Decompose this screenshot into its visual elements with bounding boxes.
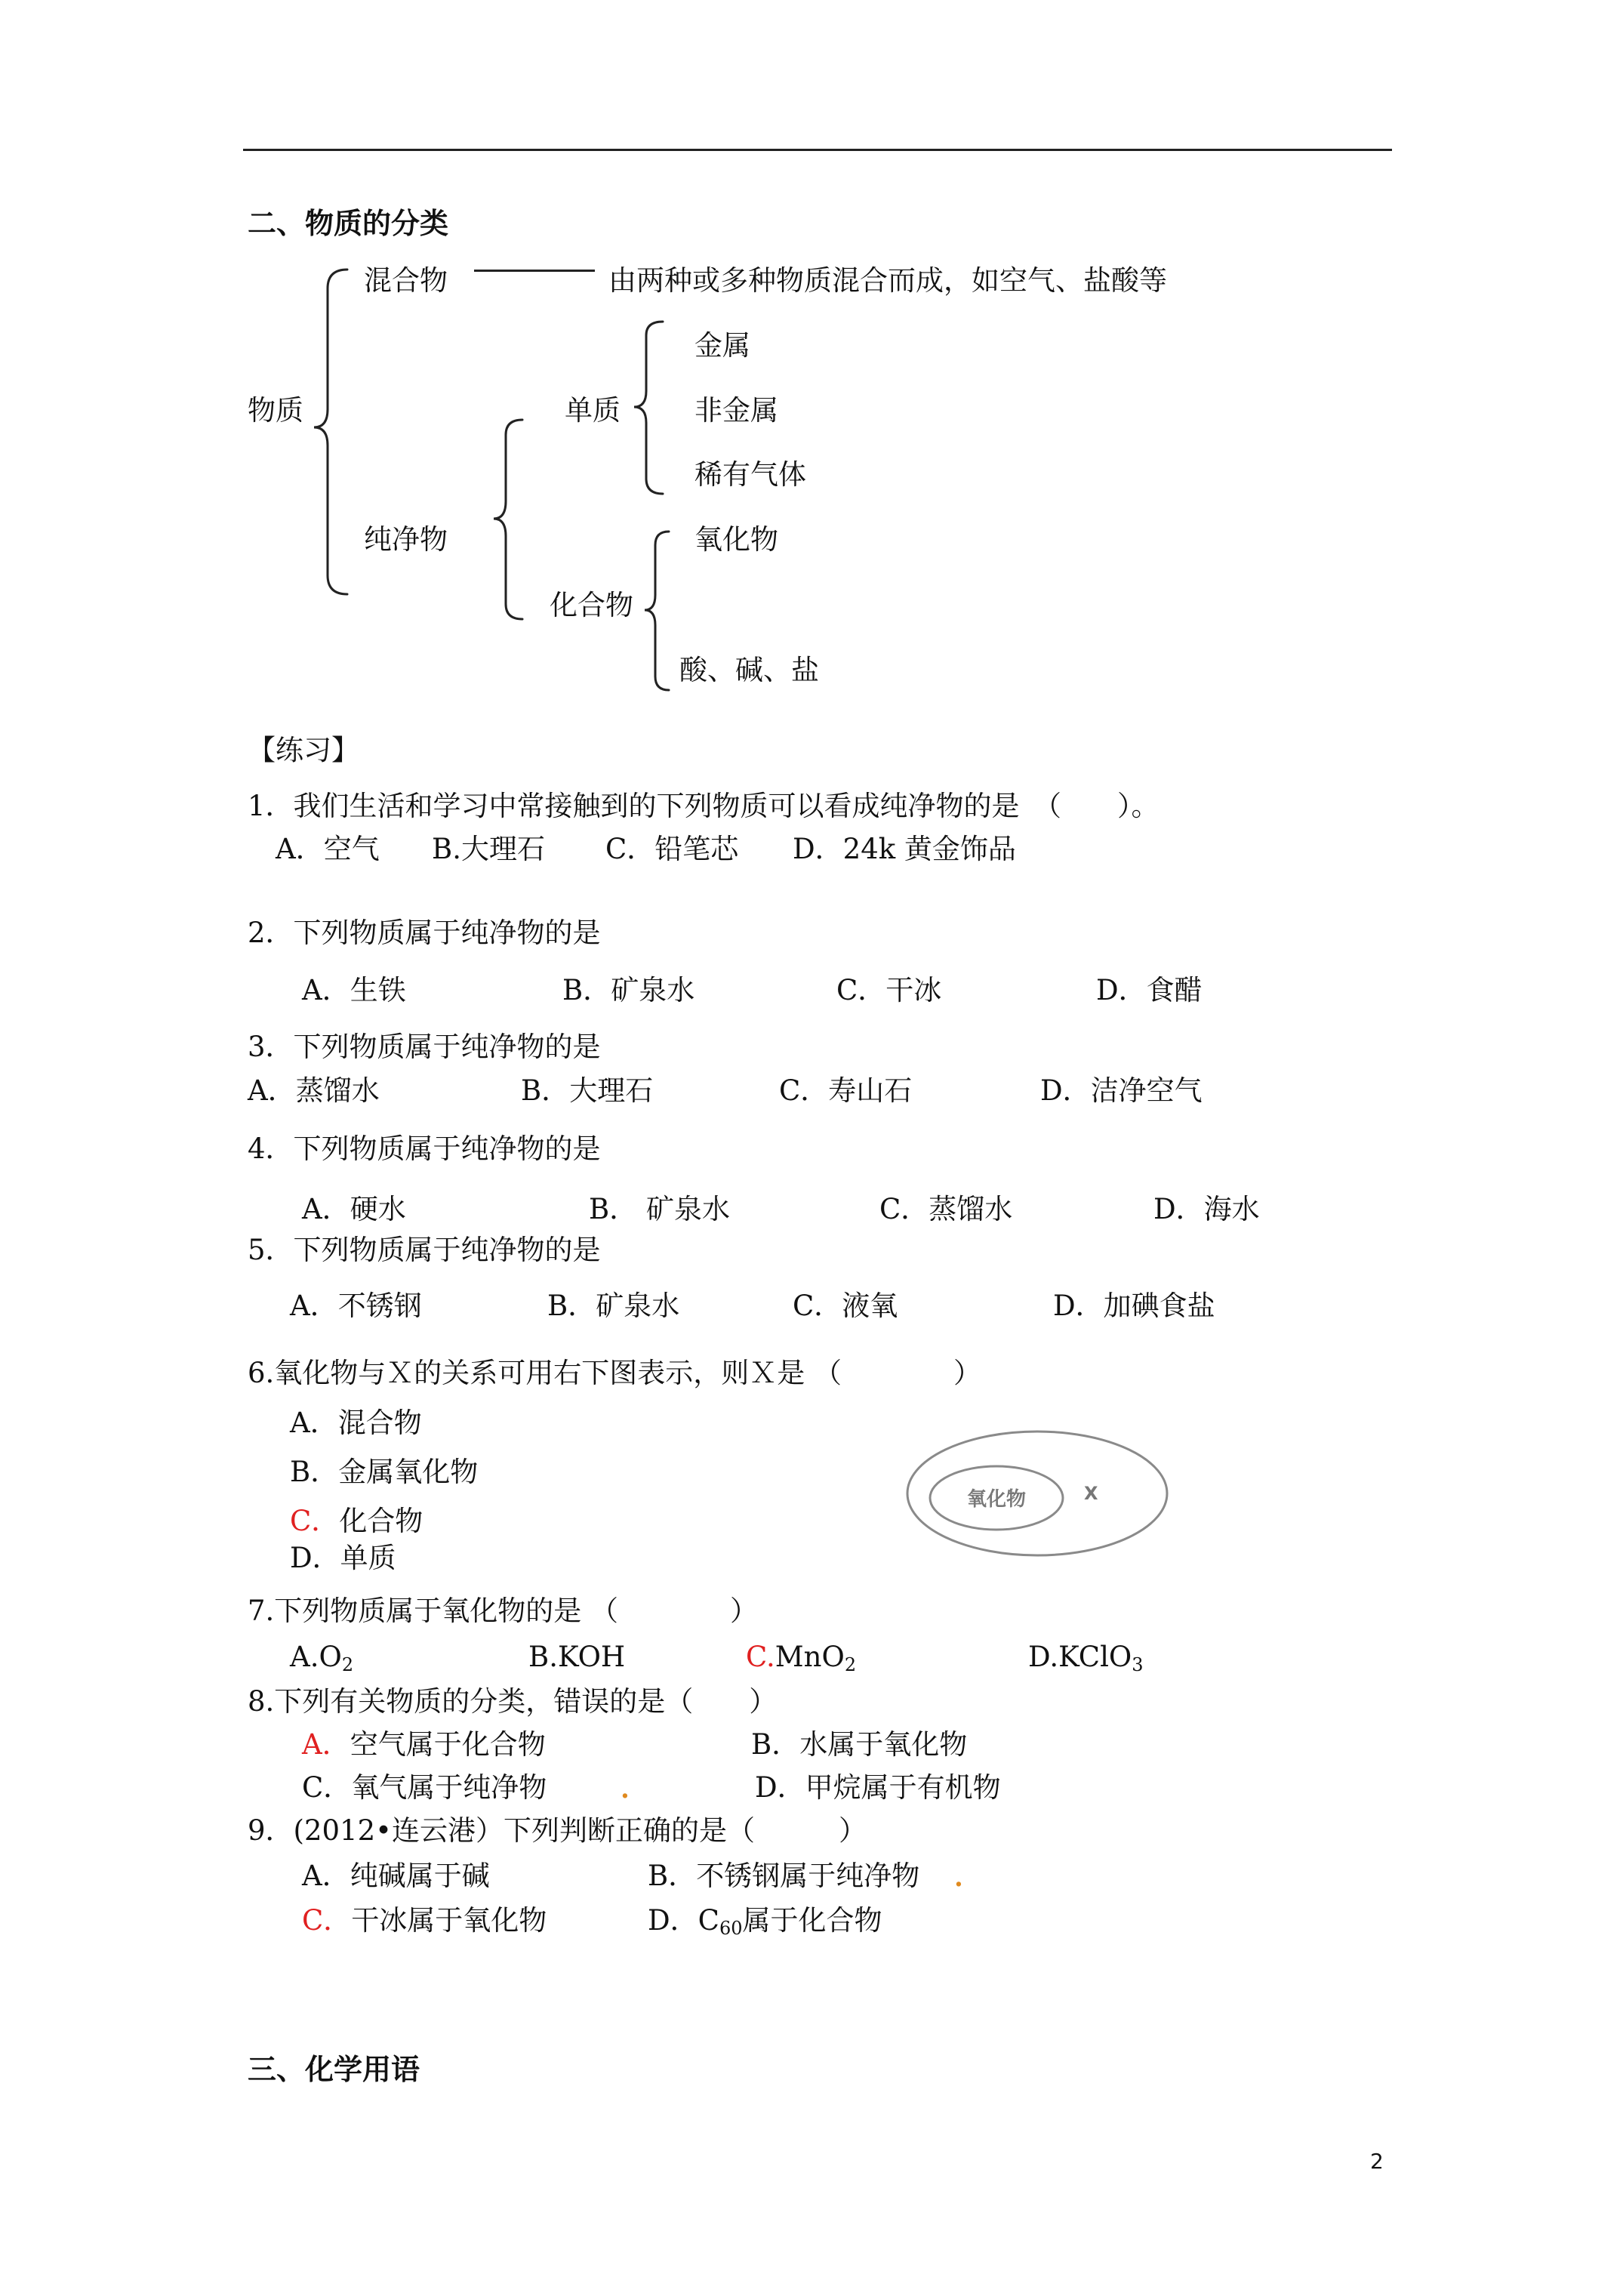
oxide-x-venn-diagram: [903, 1425, 1178, 1564]
option-a: A．不锈钢: [290, 1290, 422, 1322]
stray-mark: .: [954, 1863, 963, 1893]
option-d: D．加碘食盐: [1053, 1290, 1215, 1322]
pure-brace: [491, 417, 528, 622]
option-b: B．金属氧化物: [290, 1456, 479, 1488]
option-d: D．甲烷属于有机物: [755, 1771, 1001, 1804]
option-d: D．$C_{60}$属于化合物: [648, 1904, 882, 1939]
header-rule: [243, 149, 1392, 151]
tree-mixture-description: 由两种或多种物质混合而成，如空气、盐酸等: [608, 264, 1167, 297]
option-d: D．食醋: [1096, 974, 1203, 1006]
option-c: C．干冰: [836, 974, 942, 1006]
option-d: D．洁净空气: [1040, 1074, 1203, 1107]
practice-title: 【练习】: [248, 734, 359, 766]
section-3-title: 三、化学用语: [248, 2053, 420, 2086]
compound-kind-acid-base-salt: 酸、碱、盐: [679, 654, 819, 686]
option-d: D.KClO$_3$: [1028, 1641, 1144, 1675]
option-d: D．单质: [290, 1542, 396, 1574]
option-b: B.大理石: [432, 833, 545, 865]
section-2-title: 二、物质的分类: [248, 207, 449, 240]
option-b: B.KOH: [528, 1641, 626, 1673]
option-a: A．蒸馏水: [248, 1074, 380, 1107]
question-stem: 4．下列物质属于纯净物的是: [248, 1133, 601, 1165]
question-stem: 1．我们生活和学习中常接触到的下列物质可以看成纯净物的是 （ ）。: [248, 790, 1160, 822]
option-c: C．干冰属于氧化物: [302, 1904, 547, 1937]
root-brace: [311, 266, 356, 598]
question-stem: 9．(2012•连云港）下列判断正确的是（ ）: [248, 1814, 867, 1847]
stray-mark: .: [621, 1774, 630, 1804]
option-a: A．混合物: [290, 1407, 422, 1439]
tree-mixture-label: 混合物: [364, 264, 448, 297]
element-kind-metal: 金属: [694, 329, 750, 362]
option-b: B．不锈钢属于纯净物: [648, 1860, 920, 1892]
question-stem: 8.下列有关物质的分类，错误的是（ ）: [248, 1685, 778, 1718]
option-a: A．纯碱属于碱: [302, 1860, 490, 1892]
option-d: D．24k 黄金饰品: [793, 833, 1016, 865]
option-b: B．水属于氧化物: [751, 1728, 968, 1761]
element-kind-noble-gas: 稀有气体: [694, 458, 806, 491]
question-stem: 5．下列物质属于纯净物的是: [248, 1234, 601, 1266]
diagram-outer-label: X: [1084, 1483, 1098, 1504]
option-a: A．硬水: [302, 1193, 406, 1225]
question-stem: 3．下列物质属于纯净物的是: [248, 1031, 601, 1063]
tree-pure-label: 纯净物: [364, 523, 448, 556]
option-c: C．寿山石: [779, 1074, 913, 1107]
option-b: B．矿泉水: [547, 1290, 680, 1322]
option-c: C．氧气属于纯净物: [302, 1771, 547, 1804]
option-c: C.MnO$_2$: [746, 1641, 857, 1675]
compound-kind-oxide: 氧化物: [694, 523, 778, 556]
tree-compound-label: 化合物: [550, 589, 633, 621]
tree-root-label: 物质: [248, 394, 303, 427]
option-c: C．铅笔芯: [605, 833, 739, 865]
option-a: $A.O_2$: [290, 1641, 354, 1675]
option-c: C．化合物: [290, 1505, 423, 1537]
question-stem: 2．下列物质属于纯净物的是: [248, 917, 601, 949]
option-b: B．大理石: [521, 1074, 654, 1107]
question-stem: 7.下列物质属于氧化物的是 （ ）: [248, 1595, 759, 1627]
question-stem: 6.氧化物与Ｘ的关系可用右下图表示，则Ｘ是 （ ）: [248, 1357, 982, 1389]
tree-element-label: 单质: [565, 394, 621, 427]
mixture-connector-line: [474, 270, 595, 272]
page-number: 2: [1370, 2149, 1384, 2174]
option-c: C．液氧: [793, 1290, 898, 1322]
element-kind-nonmetal: 非金属: [694, 394, 778, 427]
option-b: B． 矿泉水: [589, 1193, 730, 1225]
option-a: A．生铁: [302, 974, 406, 1006]
option-a: A．空气属于化合物: [302, 1728, 546, 1761]
option-d: D．海水: [1153, 1193, 1260, 1225]
option-a: A．空气: [276, 833, 380, 865]
option-b: B．矿泉水: [562, 974, 695, 1006]
compound-brace: [643, 529, 673, 695]
diagram-inner-label: 氧化物: [966, 1488, 1027, 1511]
element-brace: [631, 319, 669, 497]
option-c: C．蒸馏水: [879, 1193, 1013, 1225]
